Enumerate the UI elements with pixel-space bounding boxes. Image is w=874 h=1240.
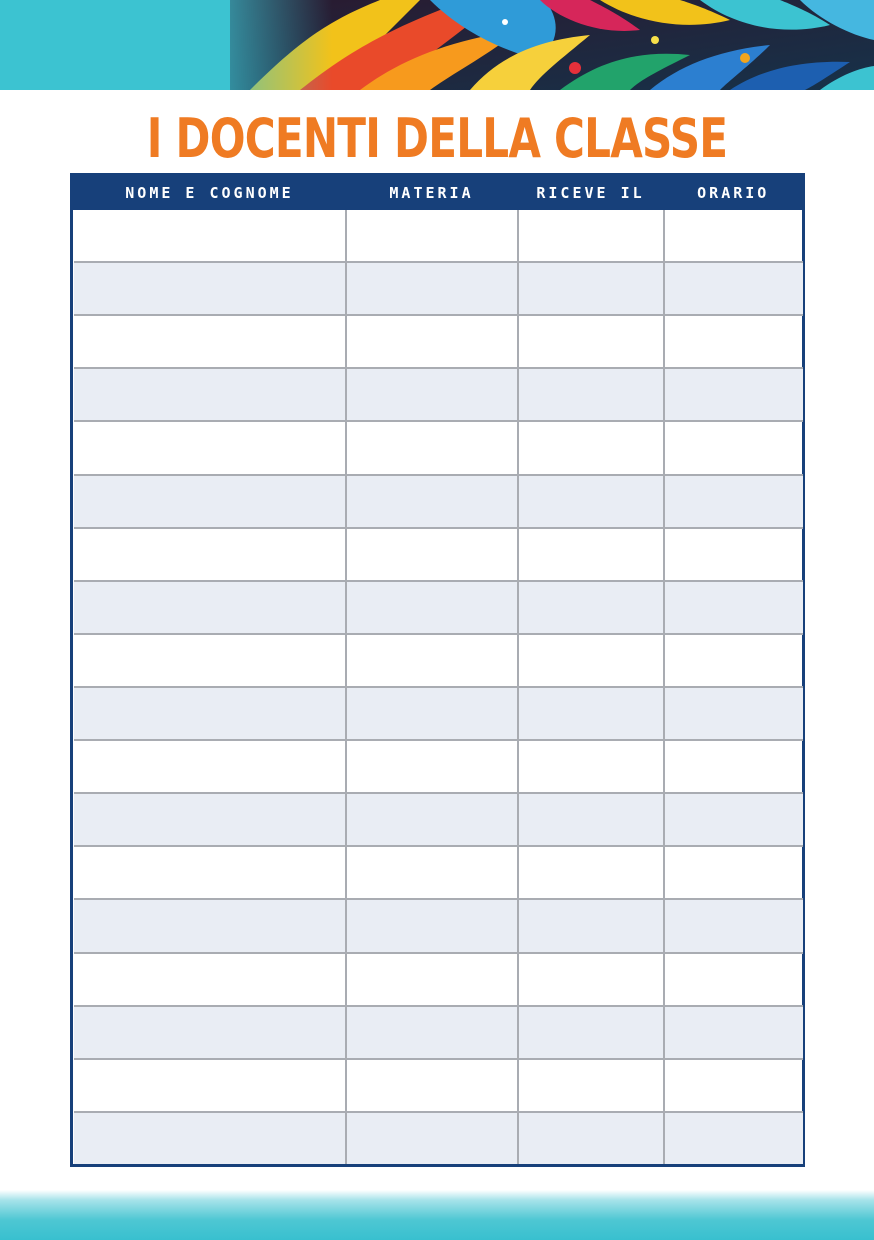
- cell-receives-on[interactable]: [518, 315, 664, 368]
- cell-schedule[interactable]: [664, 1006, 803, 1059]
- bottom-bar: [0, 1190, 874, 1240]
- cell-schedule[interactable]: [664, 475, 803, 528]
- cell-receives-on[interactable]: [518, 210, 664, 262]
- cell-subject[interactable]: [346, 210, 518, 262]
- cell-schedule[interactable]: [664, 368, 803, 421]
- cell-subject[interactable]: [346, 634, 518, 687]
- cell-receives-on[interactable]: [518, 793, 664, 846]
- column-header-name: NOME E COGNOME: [74, 176, 346, 210]
- cell-subject[interactable]: [346, 262, 518, 315]
- cell-subject[interactable]: [346, 528, 518, 581]
- table-row: [74, 953, 803, 1006]
- cell-name[interactable]: [74, 1059, 346, 1112]
- cell-receives-on[interactable]: [518, 846, 664, 899]
- cell-subject[interactable]: [346, 581, 518, 634]
- cell-receives-on[interactable]: [518, 1059, 664, 1112]
- table-row: [74, 1006, 803, 1059]
- cell-name[interactable]: [74, 1112, 346, 1164]
- table-row: [74, 210, 803, 262]
- cell-receives-on[interactable]: [518, 953, 664, 1006]
- cell-receives-on[interactable]: [518, 581, 664, 634]
- cell-name[interactable]: [74, 475, 346, 528]
- table-row: [74, 262, 803, 315]
- cell-receives-on[interactable]: [518, 421, 664, 474]
- cell-receives-on[interactable]: [518, 899, 664, 952]
- cell-schedule[interactable]: [664, 1059, 803, 1112]
- cell-subject[interactable]: [346, 846, 518, 899]
- table-row: [74, 315, 803, 368]
- cell-schedule[interactable]: [664, 581, 803, 634]
- cell-name[interactable]: [74, 899, 346, 952]
- cell-receives-on[interactable]: [518, 1112, 664, 1164]
- cell-schedule[interactable]: [664, 634, 803, 687]
- cell-subject[interactable]: [346, 687, 518, 740]
- cell-subject[interactable]: [346, 899, 518, 952]
- cell-receives-on[interactable]: [518, 1006, 664, 1059]
- column-header-subject: MATERIA: [346, 176, 518, 210]
- table-row: [74, 421, 803, 474]
- cell-subject[interactable]: [346, 1059, 518, 1112]
- cell-subject[interactable]: [346, 421, 518, 474]
- cell-subject[interactable]: [346, 475, 518, 528]
- table-row: [74, 475, 803, 528]
- page-title: I DOCENTI DELLA CLASSE: [146, 107, 728, 170]
- cell-subject[interactable]: [346, 1112, 518, 1164]
- cell-name[interactable]: [74, 315, 346, 368]
- cell-subject[interactable]: [346, 740, 518, 793]
- cell-receives-on[interactable]: [518, 740, 664, 793]
- cell-receives-on[interactable]: [518, 475, 664, 528]
- teachers-table: [70, 173, 805, 1167]
- cell-name[interactable]: [74, 368, 346, 421]
- cell-schedule[interactable]: [664, 793, 803, 846]
- cell-subject[interactable]: [346, 315, 518, 368]
- cell-schedule[interactable]: [664, 687, 803, 740]
- table-row: [74, 793, 803, 846]
- table-row: [74, 634, 803, 687]
- cell-name[interactable]: [74, 953, 346, 1006]
- cell-name[interactable]: [74, 740, 346, 793]
- cell-schedule[interactable]: [664, 528, 803, 581]
- top-banner: [0, 0, 874, 90]
- cell-schedule[interactable]: [664, 315, 803, 368]
- cell-name[interactable]: [74, 528, 346, 581]
- table-header-row: [74, 176, 803, 210]
- cell-subject[interactable]: [346, 793, 518, 846]
- table-row: [74, 899, 803, 952]
- cell-receives-on[interactable]: [518, 528, 664, 581]
- table-row: [74, 1112, 803, 1164]
- cell-name[interactable]: [74, 846, 346, 899]
- cell-subject[interactable]: [346, 1006, 518, 1059]
- cell-subject[interactable]: [346, 953, 518, 1006]
- cell-name[interactable]: [74, 421, 346, 474]
- cell-name[interactable]: [74, 1006, 346, 1059]
- table-row: [74, 846, 803, 899]
- table-row: [74, 368, 803, 421]
- cell-name[interactable]: [74, 793, 346, 846]
- cell-schedule[interactable]: [664, 846, 803, 899]
- cell-name[interactable]: [74, 687, 346, 740]
- cell-name[interactable]: [74, 262, 346, 315]
- cell-schedule[interactable]: [664, 899, 803, 952]
- table-row: [74, 581, 803, 634]
- cell-name[interactable]: [74, 581, 346, 634]
- cell-subject[interactable]: [346, 368, 518, 421]
- table-row: [74, 1059, 803, 1112]
- cell-schedule[interactable]: [664, 210, 803, 262]
- table-row: [74, 528, 803, 581]
- table-row: [74, 740, 803, 793]
- cell-name[interactable]: [74, 210, 346, 262]
- paint-splash-art: [0, 0, 874, 90]
- cell-receives-on[interactable]: [518, 262, 664, 315]
- cell-schedule[interactable]: [664, 262, 803, 315]
- column-header-receives-on: RICEVE IL: [518, 176, 664, 210]
- cell-schedule[interactable]: [664, 421, 803, 474]
- cell-schedule[interactable]: [664, 1112, 803, 1164]
- cell-receives-on[interactable]: [518, 687, 664, 740]
- column-header-schedule: ORARIO: [664, 176, 803, 210]
- cell-schedule[interactable]: [664, 953, 803, 1006]
- table-row: [74, 687, 803, 740]
- cell-receives-on[interactable]: [518, 634, 664, 687]
- cell-name[interactable]: [74, 634, 346, 687]
- cell-schedule[interactable]: [664, 740, 803, 793]
- cell-receives-on[interactable]: [518, 368, 664, 421]
- table-body: [74, 210, 803, 1164]
